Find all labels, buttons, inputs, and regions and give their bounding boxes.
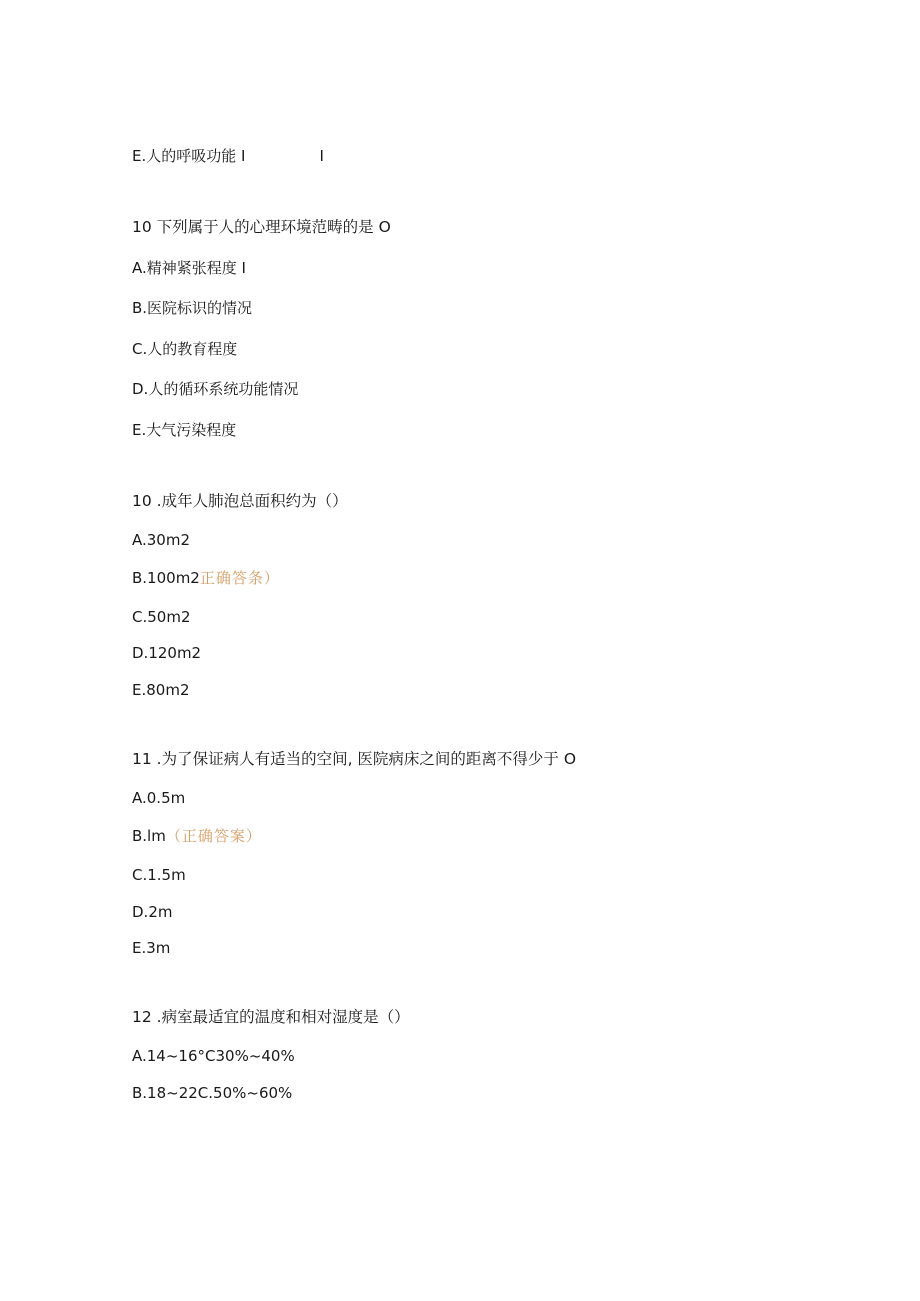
correct-answer-mark: 正确答条） bbox=[199, 569, 280, 587]
option-d: D.120m2 bbox=[132, 644, 202, 662]
option-c: C.人的教育程度 bbox=[132, 340, 238, 358]
question-stem: 10 .成年人肺泡总面积约为（） bbox=[132, 492, 348, 510]
option-e: E.大气污染程度 bbox=[132, 421, 237, 439]
option-a: A.14~16°C30%~40% bbox=[132, 1047, 295, 1065]
option-b: B.医院标识的情况 bbox=[132, 299, 253, 317]
trailing-mark: I bbox=[319, 147, 324, 165]
option-d: D.2m bbox=[132, 903, 173, 921]
option-e: E.3m bbox=[132, 939, 171, 957]
option-e-prev bbox=[132, 146, 324, 166]
question-stem: 11 .为了保证病人有适当的空间, 医院病床之间的距离不得少于 O bbox=[132, 750, 577, 768]
option-d: D.人的循环系统功能情况 bbox=[132, 380, 299, 398]
option-text: E.人的呼吸功能 I bbox=[132, 147, 246, 165]
option-a: A.30m2 bbox=[132, 531, 191, 549]
option-b: B.18~22C.50%~60% bbox=[132, 1084, 293, 1102]
option-c: C.1.5m bbox=[132, 866, 186, 884]
option-c: C.50m2 bbox=[132, 608, 191, 626]
option-b bbox=[132, 568, 280, 588]
option-text: B.100m2 bbox=[132, 569, 200, 587]
option-a: A.0.5m bbox=[132, 789, 186, 807]
correct-answer-mark: （正确答案） bbox=[165, 827, 262, 845]
option-a: A.精神紧张程度 I bbox=[132, 259, 246, 277]
question-stem: 12 .病室最适宜的温度和相对湿度是（） bbox=[132, 1008, 410, 1026]
option-e: E.80m2 bbox=[132, 681, 190, 699]
option-b bbox=[132, 826, 262, 846]
question-stem: 10 下列属于人的心理环境范畴的是 O bbox=[132, 218, 391, 236]
option-text: B.lm bbox=[132, 827, 166, 845]
